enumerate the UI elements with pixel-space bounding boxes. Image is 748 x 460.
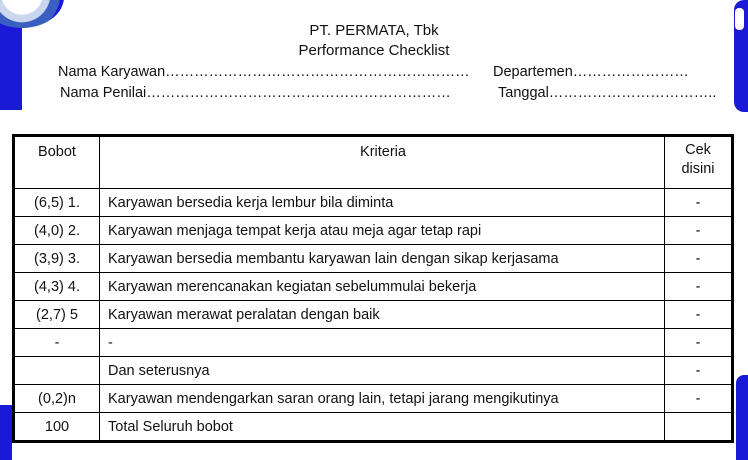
cell-cek xyxy=(665,413,733,442)
document-title: Performance Checklist xyxy=(298,42,450,59)
table-row xyxy=(14,217,733,245)
cell-kriteria: Karyawan menjaga tempat kerja atau meja agar tetap rapi xyxy=(100,217,665,245)
header-cek-line1: Cek xyxy=(685,142,711,158)
cell-bobot xyxy=(14,357,100,385)
table-header-row xyxy=(14,136,733,189)
table-row xyxy=(14,357,733,385)
departemen-field: Departemen…………………… xyxy=(493,64,689,80)
table-row xyxy=(14,273,733,301)
cell-bobot: (4,3) 4. xyxy=(14,273,100,301)
performance-checklist-table xyxy=(12,134,734,443)
cell-bobot: - xyxy=(14,329,100,357)
cell-total-bobot: 100 xyxy=(14,413,100,442)
cell-bobot: (6,5) 1. xyxy=(14,189,100,217)
table-row xyxy=(14,189,733,217)
table-row xyxy=(14,329,733,357)
cell-total-label: Total Seluruh bobot xyxy=(100,413,665,442)
table-total-row xyxy=(14,413,733,442)
cell-kriteria: Karyawan mendengarkan saran orang lain, tetapi jarang mengikutinya xyxy=(100,385,665,413)
cell-cek[interactable]: - xyxy=(665,189,733,217)
cell-kriteria: - xyxy=(100,329,665,357)
cell-cek[interactable]: - xyxy=(665,357,733,385)
header-cek-disini xyxy=(665,136,733,189)
table-row xyxy=(14,245,733,273)
cell-kriteria: Karyawan bersedia kerja lembur bila diminta xyxy=(100,189,665,217)
cell-cek[interactable]: - xyxy=(665,273,733,301)
cell-bobot: (0,2)n xyxy=(14,385,100,413)
cell-cek[interactable]: - xyxy=(665,301,733,329)
cell-bobot: (4,0) 2. xyxy=(14,217,100,245)
cell-kriteria: Karyawan merencanakan kegiatan sebelummulai bekerja xyxy=(100,273,665,301)
header-cek-line2: disini xyxy=(681,161,715,177)
cell-kriteria: Karyawan bersedia membantu karyawan lain dengan sikap kerjasama xyxy=(100,245,665,273)
company-name: PT. PERMATA, Tbk xyxy=(309,22,439,39)
tanggal-field: Tanggal…………………………….. xyxy=(498,85,717,101)
cell-cek[interactable]: - xyxy=(665,329,733,357)
cell-bobot: (2,7) 5 xyxy=(14,301,100,329)
nama-penilai-field: Nama Penilai……………………………………………………… xyxy=(60,85,451,101)
header-kriteria: Kriteria xyxy=(100,136,665,189)
cell-kriteria: Dan seterusnya xyxy=(100,357,665,385)
cell-cek[interactable]: - xyxy=(665,385,733,413)
cell-cek[interactable]: - xyxy=(665,245,733,273)
frame-decoration-right-bottom xyxy=(736,375,748,460)
nama-karyawan-field: Nama Karyawan……………………………………………………… xyxy=(58,64,470,80)
frame-decoration-left-bottom xyxy=(0,405,12,460)
cell-bobot: (3,9) 3. xyxy=(14,245,100,273)
header-bobot: Bobot xyxy=(14,136,100,189)
cell-kriteria: Karyawan merawat peralatan dengan baik xyxy=(100,301,665,329)
table-row xyxy=(14,385,733,413)
cell-cek[interactable]: - xyxy=(665,217,733,245)
table-row xyxy=(14,301,733,329)
